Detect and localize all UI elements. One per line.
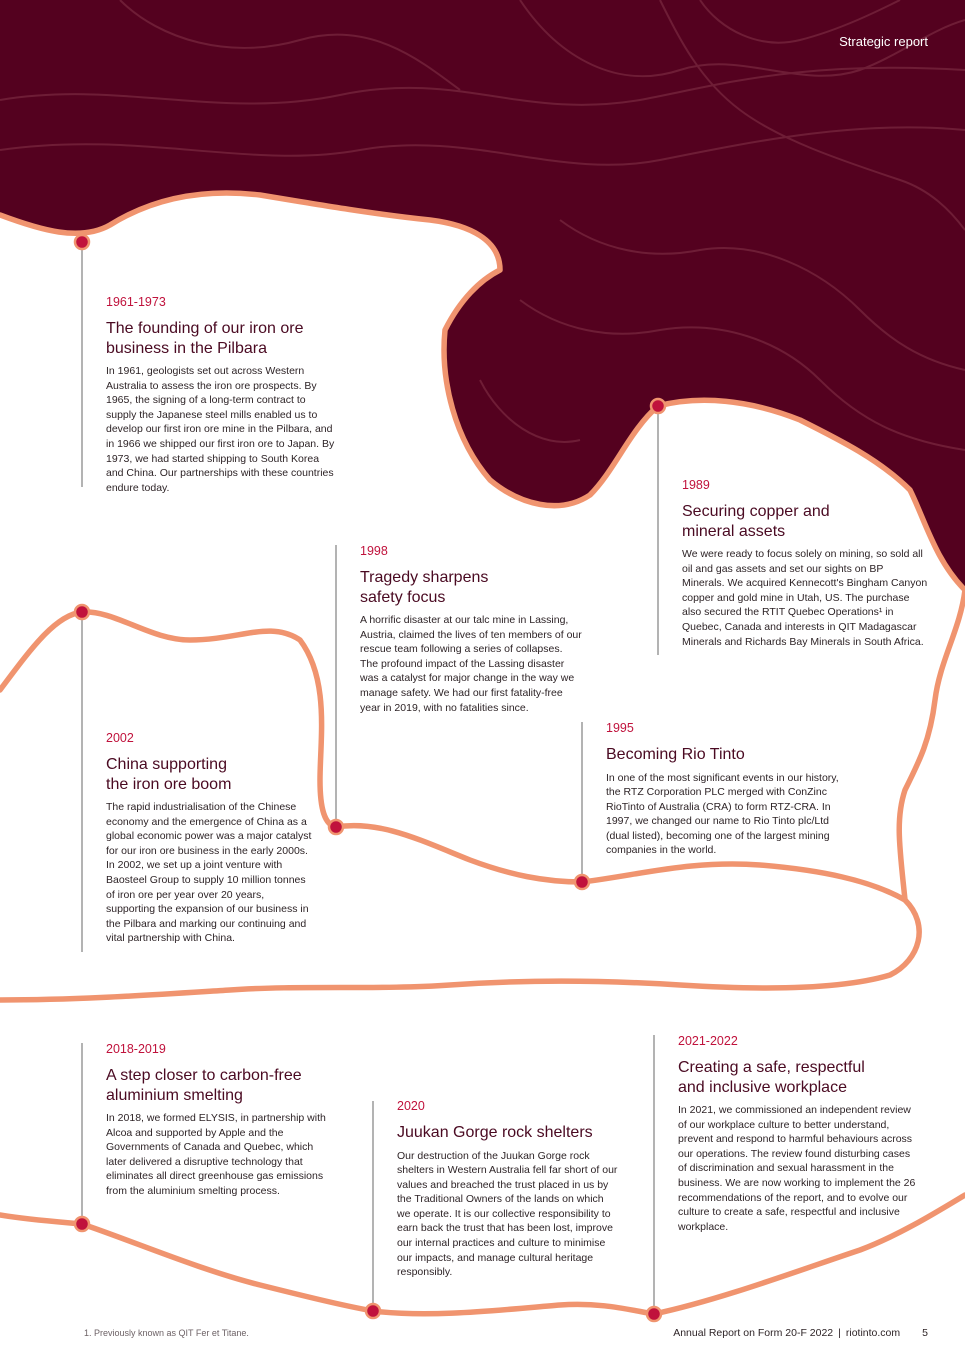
timeline-entry-1961: [106, 295, 338, 495]
marker-2020: [366, 1304, 380, 1318]
page-footer: [673, 1327, 928, 1339]
entry-title-line: mineral assets: [682, 522, 786, 540]
entry-title: [397, 1123, 619, 1143]
marker-1995: [575, 875, 589, 889]
entry-year: 1961-1973: [106, 295, 166, 309]
timeline-entry-1995: [606, 721, 842, 858]
entry-body: Our destruction of the Juukan Gorge rock shelters in Western Australia fell far short of our values and breached the trust placed in us by the Traditional Owners of the lands on which we operate. It is our collective responsibility to earn back the trust that has been lost, improve our internal practices and culture to minimise our impacts, and manage cultural heritage responsibly.: [397, 1149, 618, 1279]
marker-2018: [75, 1217, 89, 1231]
timeline-entry-2018: [106, 1042, 328, 1199]
entry-body: In one of the most significant events in our history, the RTZ Corporation PLC merged with ConZinc RioTinto of Australia (CRA) to form RTZ-CRA. In 1997, we changed our name to Rio Tinto plc/Ltd (dual listed), becoming one of the largest mining companies in the world.: [606, 771, 839, 857]
marker-1989: [651, 399, 665, 413]
entry-body: A horrific disaster at our talc mine in Lassing, Austria, claimed the lives of ten members of our rescue team following a series of collapses. The profound impact of the Lassing disaster was a catalyst for major change in the way we manage safety. We had our first fatality-free year in 2019, with no fatalities since.: [360, 614, 582, 714]
entry-title-line: aluminium smelting: [106, 1086, 243, 1104]
entry-year: 2020: [397, 1099, 425, 1113]
entry-body: In 2021, we commissioned an independent review of our workplace culture to better understand, prevent and respond to harmful behaviours across our operations. The review found disturbing cases of discrimination and sexual harassment in the business. We are now working to implement the 26 recommendations of the report, and to evolve our culture to create a safe, respectful and inclusive workplace.: [678, 1104, 916, 1233]
marker-2002: [75, 605, 89, 619]
report-title: Annual Report on Form 20-F 2022: [673, 1327, 834, 1339]
footer-separator: |: [838, 1327, 841, 1339]
entry-year: 1995: [606, 721, 634, 735]
entry-title: [106, 1066, 328, 1105]
entry-title: [360, 568, 582, 607]
entry-year: 1989: [682, 478, 710, 492]
entry-title-line: Creating a safe, respectful: [678, 1059, 865, 1076]
entry-title-line: Securing copper and: [682, 503, 830, 520]
entry-body: In 1961, geologists set out across Western Australia to assess the iron ore prospects. By 1965, the signing of a long-term contract to supply the Japanese steel mills enabled us to develop our first iron ore mine in the Pilbara, and in 1966 we shipped our first iron ore to Japan. By 1973, we had started shipping to South Korea and China. Our partnerships with these countries endure today.: [106, 365, 335, 494]
entry-body: We were ready to focus solely on mining, so sold all oil and gas assets and set our sights on BP Minerals. We acquired Kennecott's Bingham Canyon copper and gold mine in Utah, US. The purchase also secured the RTIT Quebec Operations¹ in Quebec, Canada and interests in QIT Madagascar Minerals and Richards Bay Minerals in South Africa.: [682, 548, 928, 648]
entry-body: The rapid industrialisation of the Chinese economy and the emergence of China as a global economic power was a major catalyst for our iron ore business in the early 2000s. In 2002, we set up a joint venture with Baosteel Group to supply 10 million tonnes of iron ore per year over 20 years, supporting the expansion of our business in the Pilbara and marking our continuing and vital partnership with China.: [106, 801, 312, 945]
entry-body: In 2018, we formed ELYSIS, in partnership with Alcoa and supported by Apple and the Governments of Canada and Quebec, which later delivered a disruptive technology that eliminates all direct greenhouse gas emissions from the aluminium smelting process.: [106, 1112, 326, 1197]
footnote: 1. Previously known as QIT Fer et Titane.: [84, 1328, 249, 1338]
entry-title-line: The founding of our iron ore: [106, 320, 304, 337]
timeline-entry-1989: [682, 478, 928, 649]
entry-title-line: Tragedy sharpens: [360, 569, 489, 586]
entry-title-line: business in the Pilbara: [106, 339, 267, 357]
timeline-entry-1998: [360, 544, 582, 715]
entry-year: 2021-2022: [678, 1034, 738, 1048]
entry-title-line: Becoming Rio Tinto: [606, 746, 745, 763]
entry-title: [606, 745, 842, 765]
entry-title: [682, 502, 928, 541]
timeline-entry-2002: [106, 731, 312, 946]
marker-2021: [647, 1307, 661, 1321]
entry-title-line: safety focus: [360, 588, 446, 606]
marker-1998: [329, 820, 343, 834]
entry-title-line: the iron ore boom: [106, 775, 232, 793]
site-link[interactable]: riotinto.com: [845, 1327, 901, 1339]
marker-1961: [75, 235, 89, 249]
entry-year: 2018-2019: [106, 1042, 166, 1056]
entry-title: [106, 319, 338, 358]
timeline-entry-2020: [397, 1099, 619, 1280]
entry-title-line: China supporting: [106, 756, 227, 773]
entry-year: 1998: [360, 544, 388, 558]
entry-year: 2002: [106, 731, 134, 745]
entry-title: [678, 1058, 916, 1097]
entry-title-line: and inclusive workplace: [678, 1078, 847, 1096]
entry-title-line: Juukan Gorge rock shelters: [397, 1124, 593, 1141]
entry-title: [106, 755, 312, 794]
entry-title-line: A step closer to carbon-free: [106, 1067, 302, 1084]
section-label: Strategic report: [839, 34, 928, 49]
timeline-entry-2021: [678, 1034, 916, 1234]
page-number: 5: [922, 1327, 928, 1339]
